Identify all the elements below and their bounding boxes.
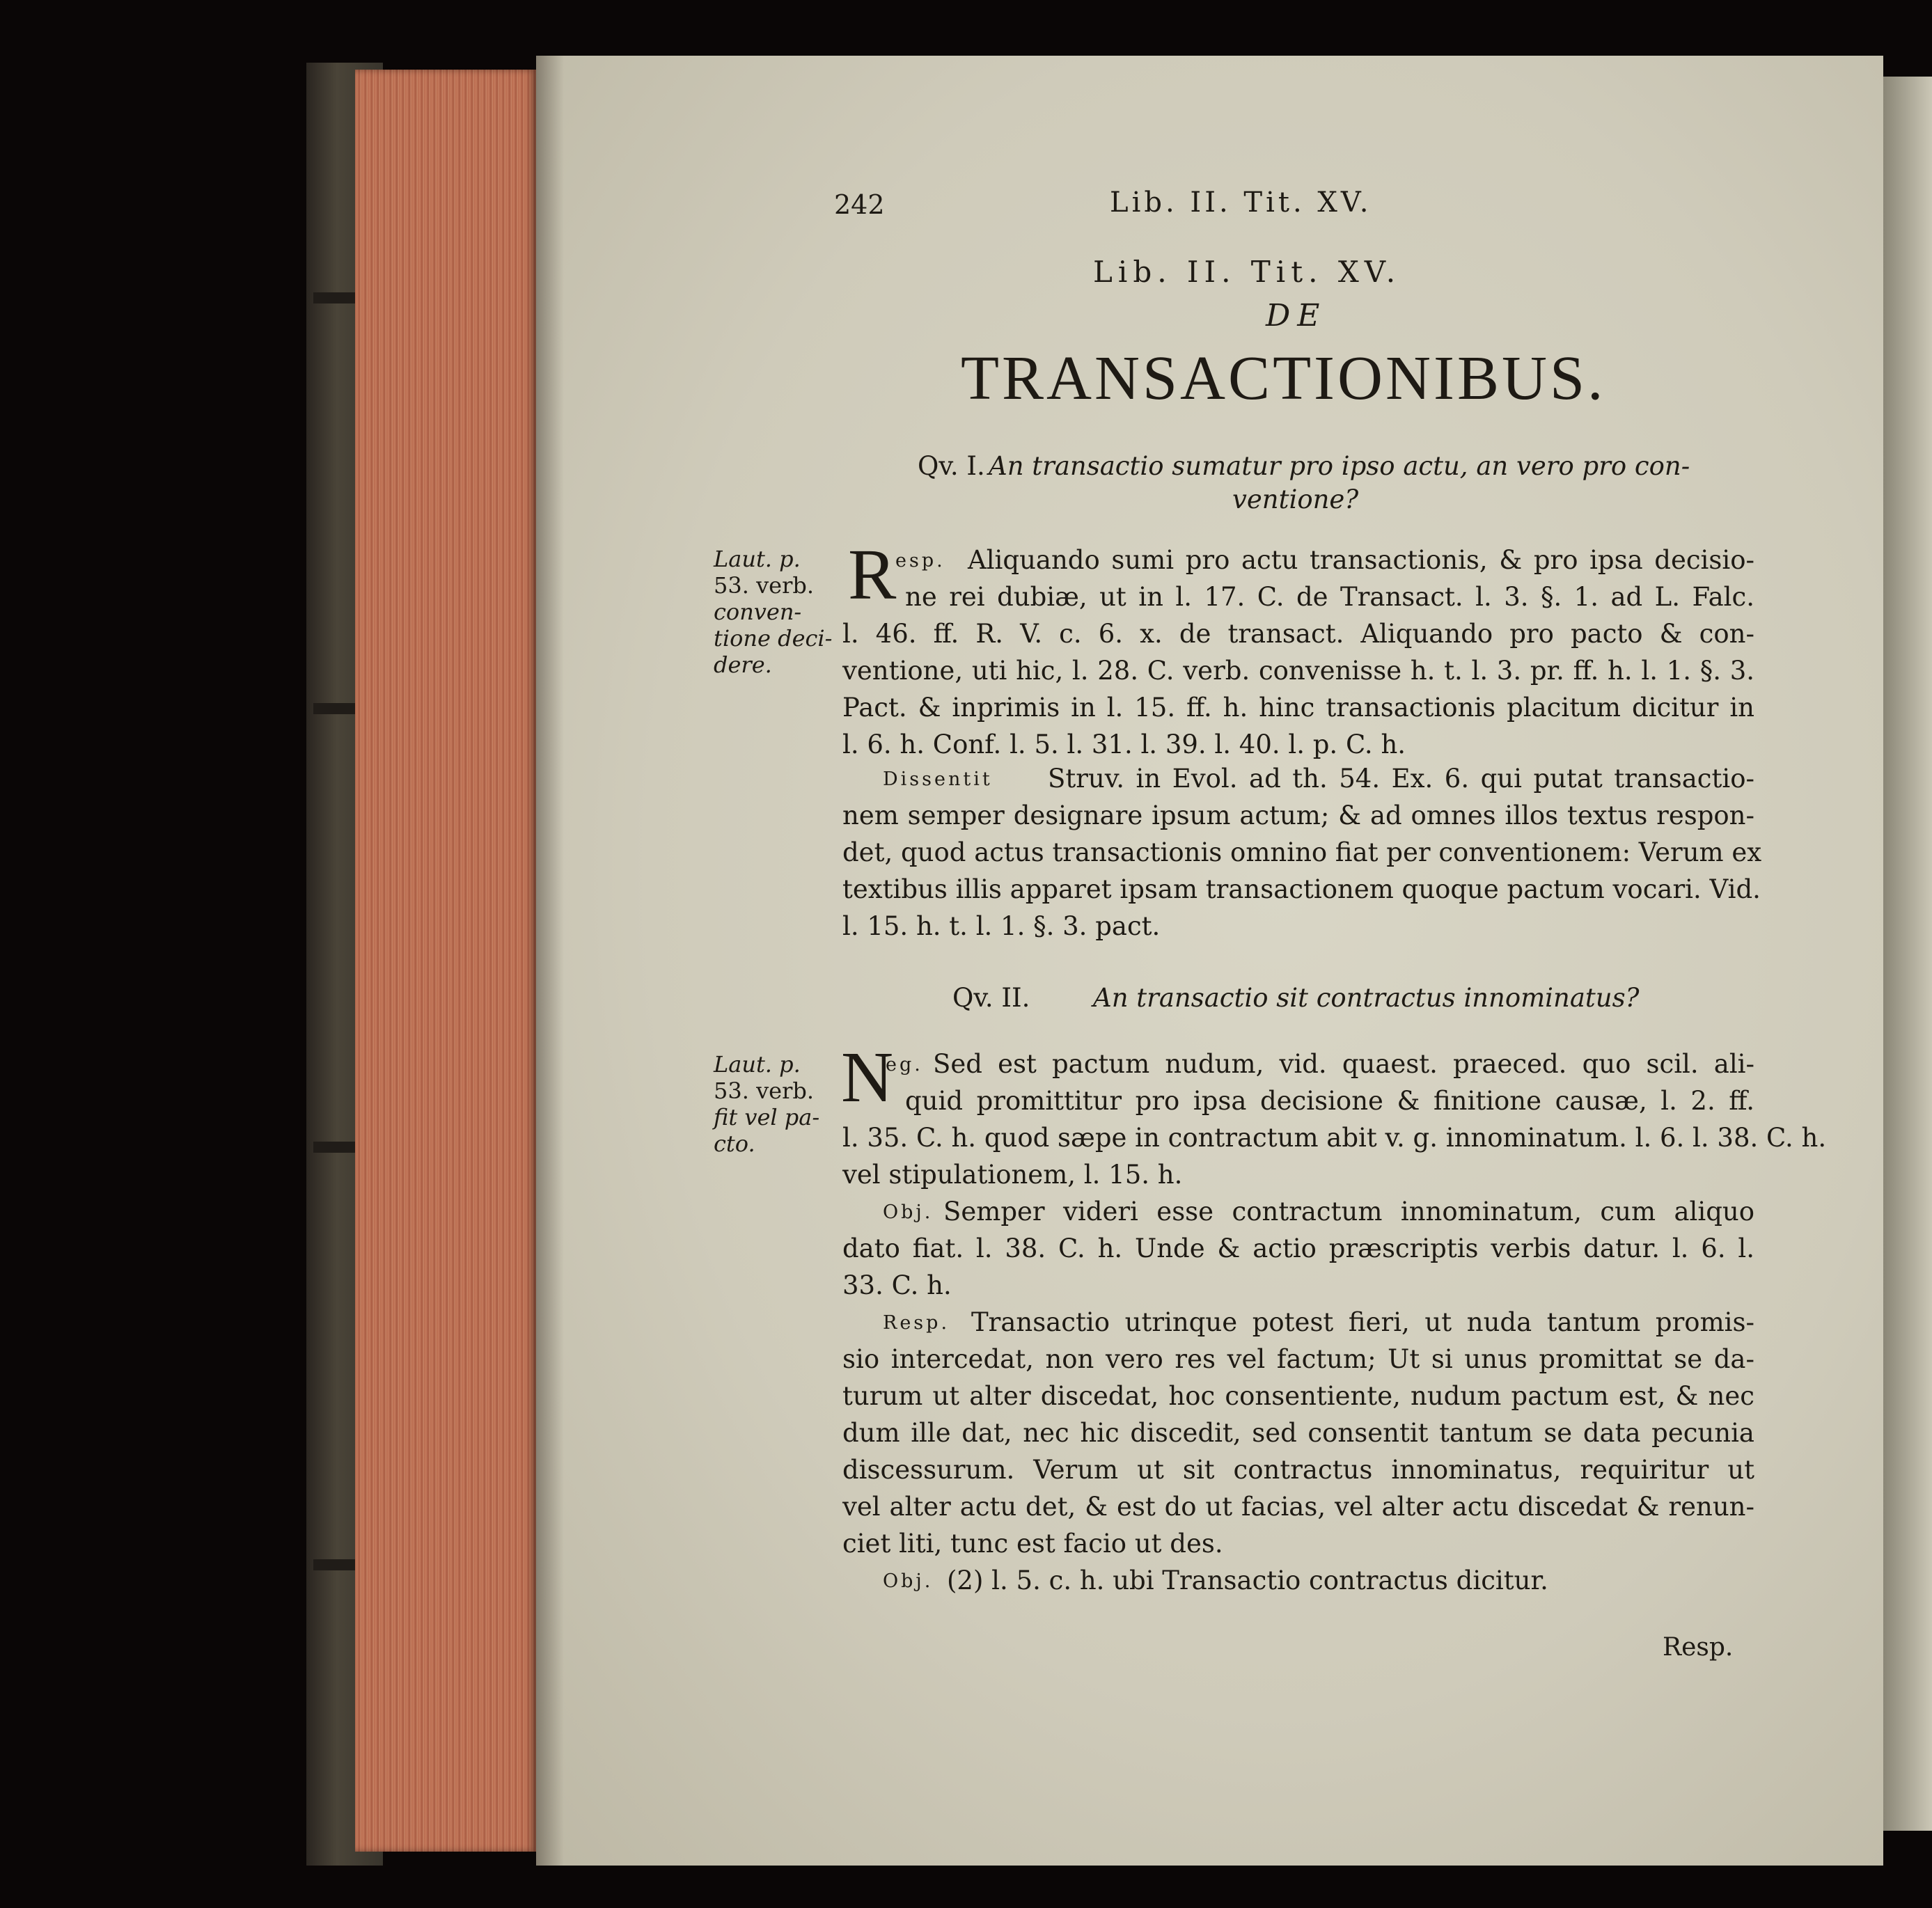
question-1-label: Qv. I. — [918, 451, 985, 481]
obj-label: Obj. — [883, 1201, 934, 1223]
resp-label: esp. — [895, 550, 945, 571]
answer-1-body: l. 46. ff. R. V. c. 6. x. de transact. Aliquando pro pacto & con- ventione, uti hic, l. 28. C. verb. convenisse h. t. l. 3. pr. ff. h. l. 1. §. 3. Pact. & inprimis in l. 15. ff. h. hinc transactionis placitum dicitur in l. 6. h. Conf. l. 5. l. 31. l. 39. l. 40. l. p. C. h. — [842, 619, 1754, 759]
answer-1-first-line: Aliquando sumi pro actu transactionis, & pro ipsa decisio- — [968, 545, 1754, 575]
question-1-text-cont: ventione? — [1232, 484, 1359, 514]
margin-note-1: Laut. p. 53. verb. conven- tione deci- dere. — [714, 546, 833, 678]
margin-note-2: Laut. p. 53. verb. fit vel pa- cto. — [714, 1051, 820, 1157]
title-de: DE — [1266, 298, 1327, 333]
dropcap-n: N — [841, 1037, 894, 1117]
gutter-shadow — [536, 56, 564, 1866]
question-2-label: Qv. II. — [952, 983, 1030, 1013]
answer-2-first-line: Sed est pactum nudum, vid. quaest. praeced. quo scil. ali- — [933, 1049, 1754, 1079]
answer-2-second-line: quid promittitur pro ipsa decisione & finitione causæ, l. 2. ff. — [905, 1086, 1754, 1116]
page-title: TRANSACTIONIBUS. — [961, 344, 1606, 413]
question-2-text: An transactio sit contractus innominatus? — [1093, 983, 1640, 1013]
obj2-text: (2) l. 5. c. h. ubi Transactio contractus dicitur. — [947, 1566, 1548, 1595]
catchword: Resp. — [1663, 1633, 1734, 1662]
dissentit-first-line: Struv. in Evol. ad th. 54. Ex. 6. qui putat transactio- — [1048, 764, 1754, 794]
answer-1-second-line: ne rei dubiæ, ut in l. 17. C. de Transact. l. 3. §. 1. ad L. Falc. — [905, 582, 1754, 612]
running-head: Lib. II. Tit. XV. — [1110, 187, 1372, 219]
resp-first-line: Transactio utrinque potest fieri, ut nuda tantum promis- — [971, 1307, 1754, 1337]
book-title-line: Lib. II. Tit. XV. — [1093, 255, 1401, 289]
neg-label: eg. — [886, 1054, 923, 1075]
dropcap-r: R — [848, 535, 897, 615]
page-edges — [355, 70, 536, 1852]
answer-2-body: l. 35. C. h. quod sæpe in contractum abit v. g. innominatum. l. 6. l. 38. C. h. vel stipulationem, l. 15. h. — [842, 1123, 1827, 1190]
dissentit-label: Dissentit — [883, 768, 993, 790]
page-number: 242 — [834, 189, 885, 220]
obj-first-line: Semper videri esse contractum innominatum, cum aliquo — [943, 1197, 1754, 1227]
resp-label-2: Resp. — [883, 1312, 950, 1334]
facing-page-edge — [1883, 77, 1932, 1831]
dissentit-body: nem semper designare ipsum actum; & ad omnes illos textus respon- det, quod actus transactionis omnino fiat per conventionem: Verum ex textibus illis apparet ipsam transactionem quoque pactum vocari. Vid. l. 15. h. t. l. 1. §. 3. pact. — [842, 801, 1762, 941]
question-1-text: An transactio sumatur pro ipso actu, an vero pro con- — [989, 451, 1690, 481]
obj2-label: Obj. — [883, 1570, 934, 1592]
obj-body: dato fiat. l. 38. C. h. Unde & actio præscriptis verbis datur. l. 6. l. 33. C. h. — [842, 1233, 1754, 1300]
resp-body: sio intercedat, non vero res vel factum; Ut si unus promittat se da- turum ut alter discedat, hoc consentiente, nudum pactum est, & nec dum ille dat, nec hic discedit, sed consentit tantum se data pecunia discessurum. Verum ut sit contractus innominatus, requiritur ut vel alter actu det, & est do ut facias, vel alter actu discedat & renun- ciet liti, tunc est facio ut des. — [842, 1344, 1754, 1559]
